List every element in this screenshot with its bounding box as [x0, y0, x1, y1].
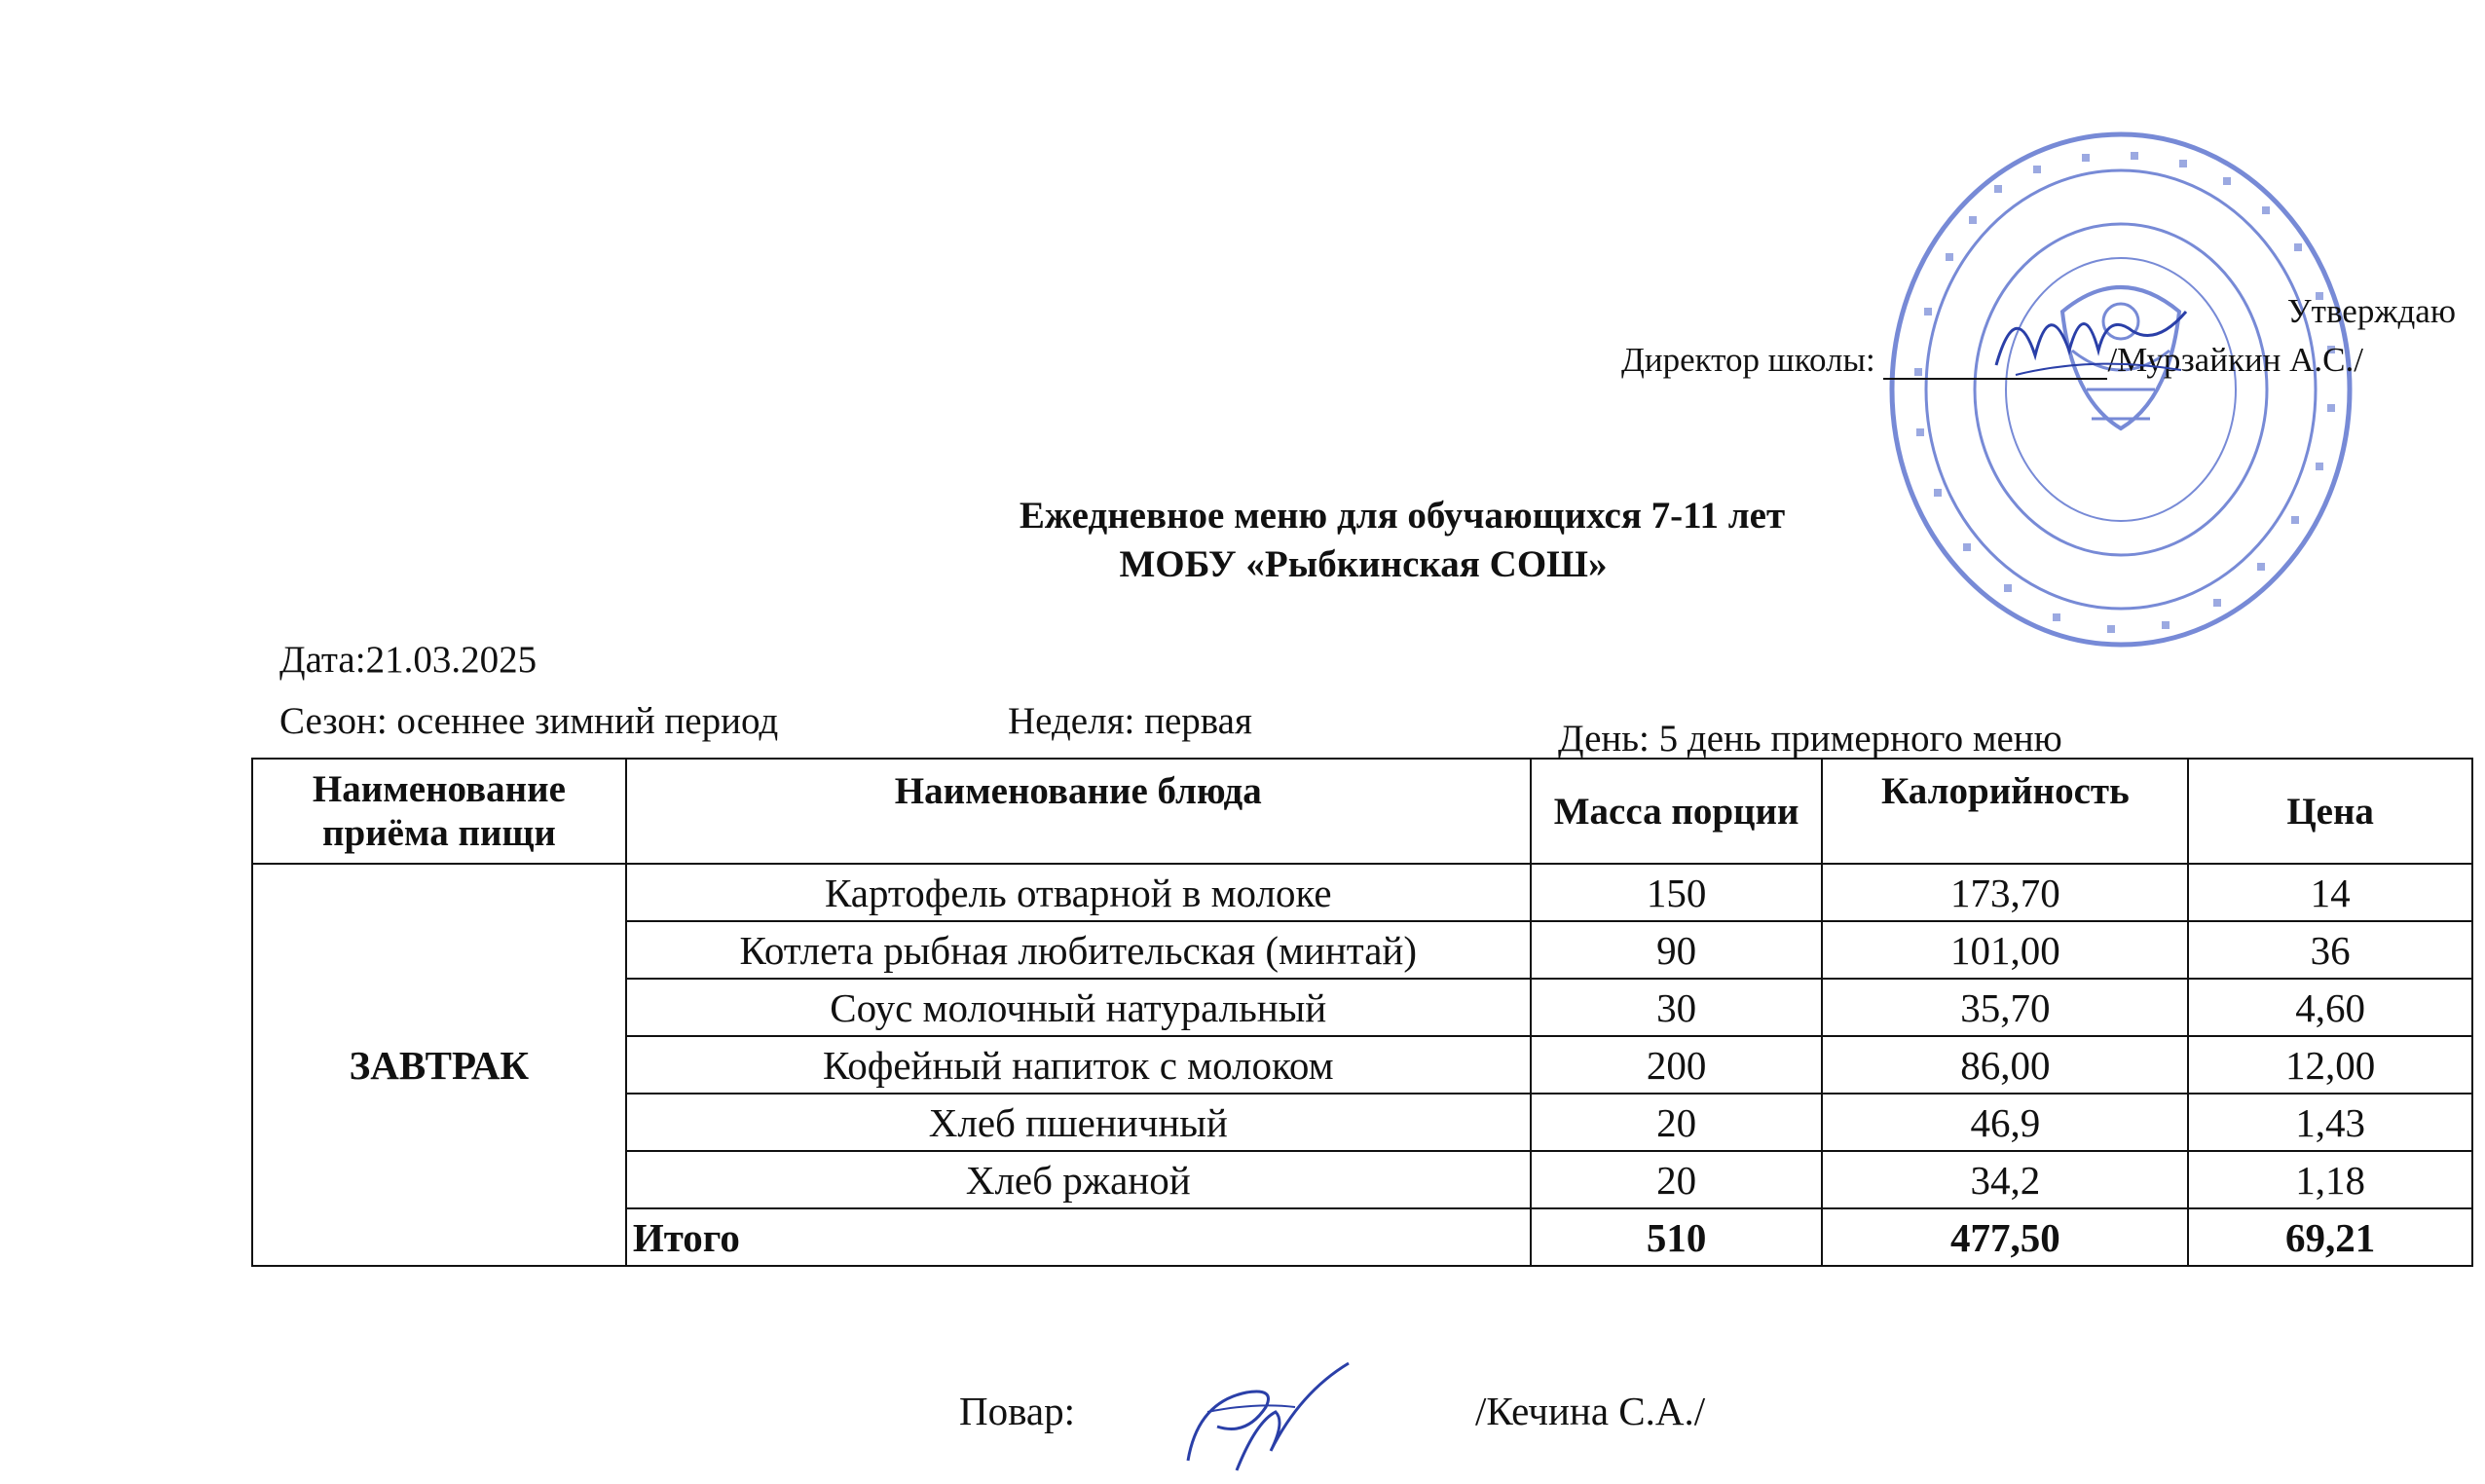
dish-calories: 46,9	[1822, 1094, 2188, 1151]
total-mass: 510	[1531, 1208, 1823, 1266]
menu-day: День: 5 день примерного меню	[1558, 718, 2062, 760]
cook-name: /Кечина С.А./	[1475, 1389, 1706, 1433]
page-title: Ежедневное меню для обучающихся 7-11 лет	[1019, 495, 1786, 537]
header-price: Цена	[2188, 759, 2472, 864]
menu-season: Сезон: осеннее зимний период	[279, 700, 779, 742]
dish-price: 1,18	[2188, 1151, 2472, 1208]
director-name: /Мурзайкин А.С./	[2107, 341, 2364, 379]
dish-price: 1,43	[2188, 1094, 2472, 1151]
approve-label: Утверждаю	[2286, 292, 2456, 330]
menu-week: Неделя: первая	[1008, 700, 1252, 742]
dish-mass: 20	[1531, 1151, 1823, 1208]
dish-mass: 20	[1531, 1094, 1823, 1151]
header-dish: Наименование блюда	[626, 759, 1531, 864]
dish-price: 14	[2188, 864, 2472, 921]
dish-name: Соус молочный натуральный	[626, 979, 1531, 1036]
cook-label: Повар:	[959, 1389, 1076, 1433]
header-meal: Наименование приёма пищи	[252, 759, 626, 864]
header-mass: Масса порции	[1531, 759, 1823, 864]
dish-calories: 86,00	[1822, 1036, 2188, 1094]
table-header-row	[252, 759, 2472, 864]
dish-name: Картофель отварной в молоке	[626, 864, 1531, 921]
dish-mass: 90	[1531, 921, 1823, 979]
dish-calories: 34,2	[1822, 1151, 2188, 1208]
menu-date: Дата:21.03.2025	[279, 639, 538, 681]
dish-mass: 150	[1531, 864, 1823, 921]
total-calories: 477,50	[1822, 1208, 2188, 1266]
total-label: Итого	[626, 1208, 1531, 1266]
table-row	[252, 864, 2472, 921]
dish-price: 36	[2188, 921, 2472, 979]
menu-table	[251, 758, 2473, 1267]
dish-mass: 200	[1531, 1036, 1823, 1094]
dish-price: 12,00	[2188, 1036, 2472, 1094]
director-label: Директор школы:	[1621, 341, 1875, 379]
dish-name: Кофейный напиток с молоком	[626, 1036, 1531, 1094]
dish-name: Котлета рыбная любительская (минтай)	[626, 921, 1531, 979]
dish-calories: 35,70	[1822, 979, 2188, 1036]
cook-signature	[1168, 1354, 1363, 1480]
total-price: 69,21	[2188, 1208, 2472, 1266]
dish-name: Хлеб пшеничный	[626, 1094, 1531, 1151]
dish-name: Хлеб ржаной	[626, 1151, 1531, 1208]
director-signature	[1986, 282, 2201, 390]
dish-calories: 173,70	[1822, 864, 2188, 921]
dish-calories: 101,00	[1822, 921, 2188, 979]
school-name: МОБУ «Рыбкинская СОШ»	[1119, 543, 1608, 585]
header-calories: Калорийность	[1822, 759, 2188, 864]
dish-price: 4,60	[2188, 979, 2472, 1036]
meal-name: ЗАВТРАК	[252, 864, 626, 1266]
dish-mass: 30	[1531, 979, 1823, 1036]
